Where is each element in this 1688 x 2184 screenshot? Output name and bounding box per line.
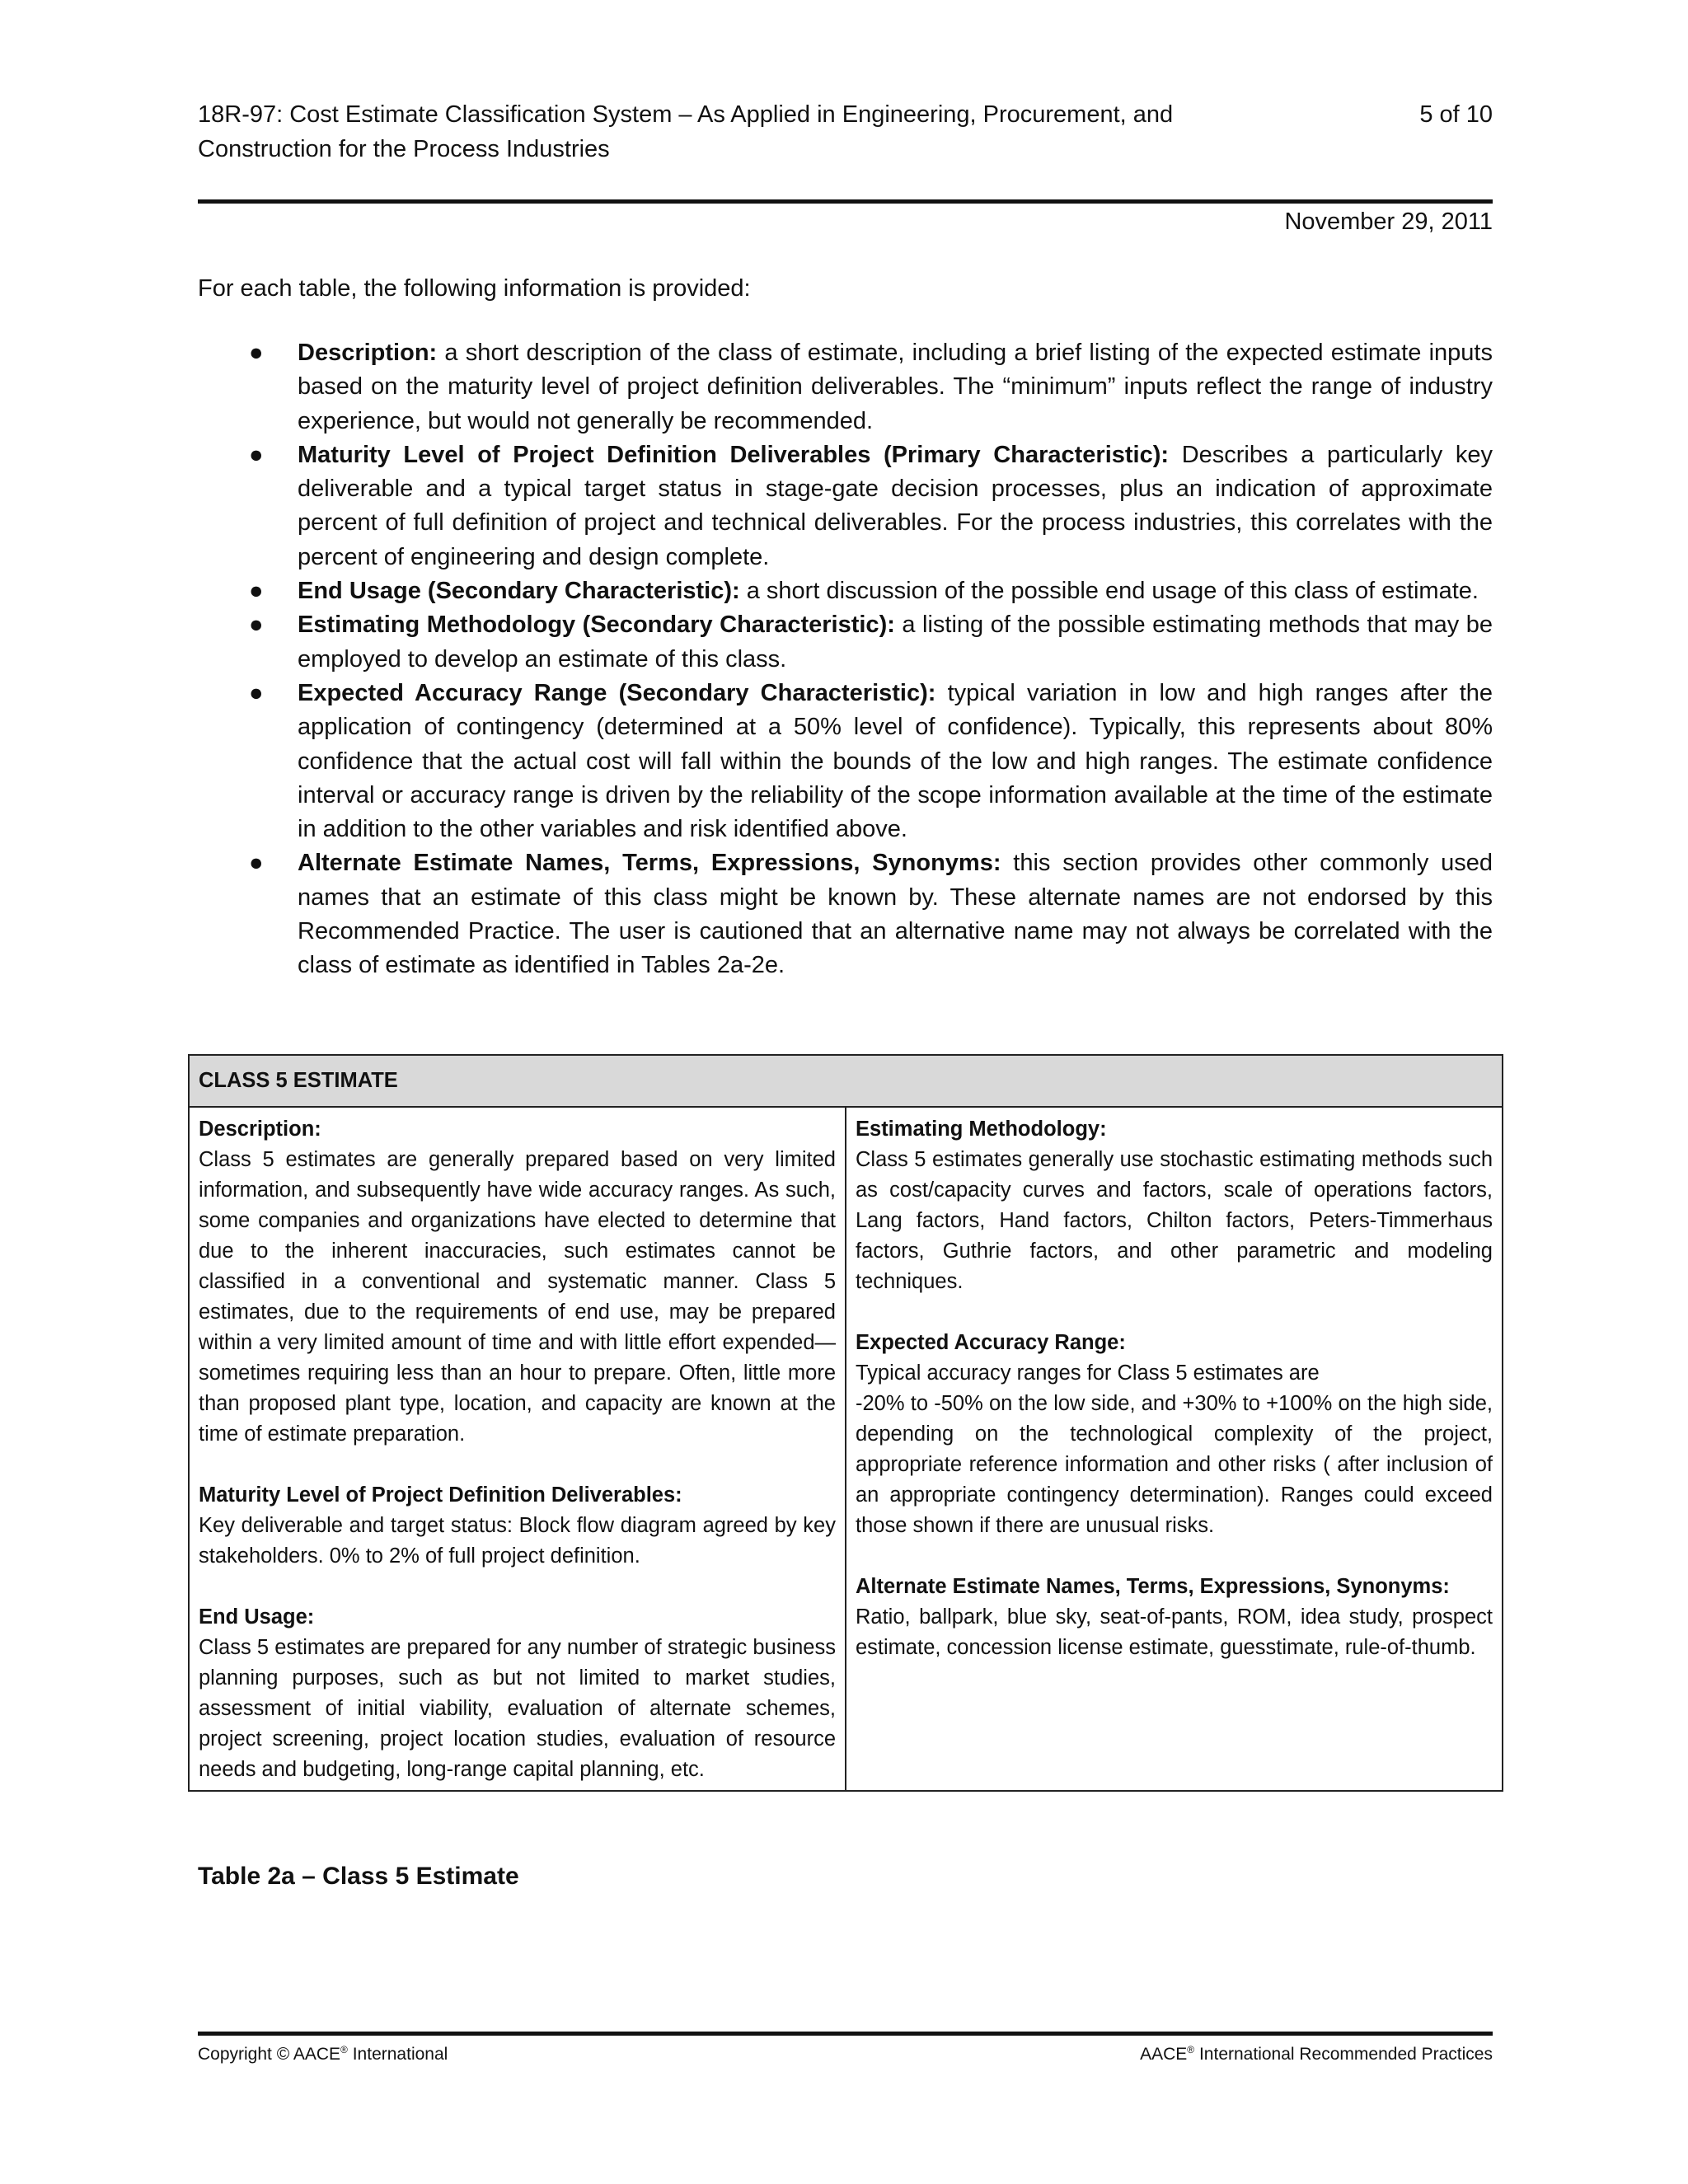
- bullet-icon: ●: [249, 612, 264, 639]
- bullet-text: this section provides other commonly used names that an estimate of this class might be known by. These alternate names are not endorsed by this Recommended Practice. The user is cautioned that an alternative name may not always be correlated with the class of estimate as identified in Tables 2a-2e.: [298, 850, 1493, 979]
- bullet-alternate-names: [198, 846, 1493, 982]
- table-header: CLASS 5 ESTIMATE: [189, 1055, 1503, 1107]
- bullet-term: Alternate Estimate Names, Terms, Expressions, Synonyms:: [298, 850, 1001, 877]
- section-title-accuracy: Expected Accuracy Range:: [856, 1331, 1126, 1354]
- section-body-description: Class 5 estimates are generally prepared based on very limited information, and subsequently have wide accuracy ranges. As such, some companies and organizations have elected to determine that due to the inherent inaccuracies, such estimates cannot be classified in a conventional and systematic manner. Class 5 estimates, due to the requirements of end use, may be prepared within a very limited amount of time and with little effort expended—sometimes requiring less than an hour to prepare. Often, little more than proposed plant type, location, and capacity are known at the time of estimate preparation.: [199, 1148, 836, 1446]
- bullet-text: Describes a particularly key deliverable and a typical target status in stage-gate decision processes, plus an indication of approximate percent of full definition of project and technical deliverables. For the process industries, this correlates with the percent of engineering and design complete.: [298, 441, 1493, 570]
- bullet-expected-accuracy: [198, 677, 1493, 846]
- info-bullet-list: [198, 336, 1493, 983]
- bullet-end-usage: [198, 574, 1493, 608]
- footer-series-suffix: International Recommended Practices: [1194, 2045, 1493, 2064]
- section-title-end-usage: End Usage:: [199, 1605, 315, 1629]
- header-rule: [198, 199, 1493, 204]
- document-date: November 29, 2011: [1284, 209, 1493, 235]
- bullet-term: End Usage (Secondary Characteristic):: [298, 578, 740, 605]
- bullet-term: Maturity Level of Project Definition Deliverables (Primary Characteristic):: [298, 441, 1170, 468]
- bullet-description: [198, 336, 1493, 438]
- section-title-methodology: Estimating Methodology:: [856, 1118, 1107, 1141]
- section-title-alternate-names: Alternate Estimate Names, Terms, Expressions, Synonyms:: [856, 1575, 1450, 1598]
- registered-mark: ®: [340, 2044, 348, 2055]
- header-title: [198, 97, 1253, 166]
- footer-copyright: [198, 2037, 448, 2067]
- footer-rule: [198, 2032, 1493, 2036]
- section-body-end-usage: Class 5 estimates are prepared for any number of strategic business planning purposes, such as but not limited to market studies, assessment of initial viability, evaluation of alternate schemes, project screening, project location studies, evaluation of resource needs and budgeting, long-range capital planning, etc.: [199, 1636, 836, 1781]
- bullet-text: a short discussion of the possible end usage of this class of estimate.: [739, 578, 1479, 605]
- bullet-icon: ●: [249, 441, 264, 468]
- section-body-alternate-names: Ratio, ballpark, blue sky, seat-of-pants, ROM, idea study, prospect estimate, concession license estimate, guesstimate, rule-of-thumb.: [856, 1605, 1493, 1659]
- section-body-accuracy: -20% to -50% on the low side, and +30% to +100% on the high side, depending on the technological complexity of the project, appropriate reference information and other risks ( after inclusion of an appropriate contingency determination). Ranges could exceed those shown if there are unusual risks.: [856, 1392, 1493, 1537]
- header-title-line2: Construction for the Process Industries: [198, 136, 610, 162]
- header-title-line1: 18R-97: Cost Estimate Classification System – As Applied in Engineering, Procurement, and: [198, 101, 1174, 128]
- table-caption: Table 2a – Class 5 Estimate: [198, 1863, 519, 1890]
- class5-estimate-table: [188, 1054, 1503, 1792]
- intro-paragraph: For each table, the following information is provided:: [198, 275, 751, 302]
- section-body-maturity: Key deliverable and target status: Block flow diagram agreed by key stakeholders. 0% to 2% of full project definition.: [199, 1514, 836, 1568]
- bullet-term: Description:: [298, 340, 438, 366]
- bullet-term: Estimating Methodology (Secondary Characteristic):: [298, 612, 895, 639]
- footer-copyright-text: Copyright © AACE: [198, 2045, 341, 2064]
- footer-series-text: AACE: [1140, 2045, 1188, 2064]
- section-title-description: Description:: [199, 1118, 321, 1141]
- table-left-column: [189, 1107, 846, 1791]
- bullet-text: typical variation in low and high ranges after the application of contingency (determined at a 50% level of confidence). Typically, this represents about 80% confidence that the actual cost will fall within the bounds of the low and high ranges. The estimate confidence interval or accuracy range is driven by the reliability of the scope information available at the time of the estimate in addition to the other variables and risk identified above.: [298, 679, 1493, 843]
- bullet-text: a short description of the class of estimate, including a brief listing of the expected estimate inputs based on the maturity level of project definition deliverables. The “minimum” inputs reflect the range of industry experience, but would not generally be recommended.: [298, 340, 1493, 434]
- section-body-methodology: Class 5 estimates generally use stochastic estimating methods such as cost/capacity curves and factors, scale of operations factors, Lang factors, Hand factors, Chilton factors, Peters-Timmerhaus factors, Guthrie factors, and other parametric and modeling techniques.: [856, 1148, 1493, 1293]
- page-number: 5 of 10: [1419, 101, 1493, 128]
- bullet-icon: ●: [249, 578, 264, 605]
- bullet-text: a listing of the possible estimating methods that may be employed to develop an estimate of this class.: [298, 612, 1493, 673]
- bullet-term: Expected Accuracy Range (Secondary Characteristic):: [298, 679, 936, 706]
- footer-copyright-suffix: International: [347, 2045, 448, 2064]
- bullet-icon: ●: [249, 850, 264, 877]
- bullet-estimating-methodology: [198, 608, 1493, 677]
- footer-series: [1140, 2037, 1493, 2067]
- section-title-maturity: Maturity Level of Project Definition Deliverables:: [199, 1483, 682, 1507]
- bullet-icon: ●: [249, 340, 264, 366]
- bullet-icon: ●: [249, 679, 264, 706]
- registered-mark: ®: [1187, 2044, 1195, 2055]
- table-right-column: [846, 1107, 1503, 1791]
- bullet-maturity-level: [198, 438, 1493, 574]
- section-body-accuracy-line1: Typical accuracy ranges for Class 5 estimates are: [856, 1361, 1320, 1385]
